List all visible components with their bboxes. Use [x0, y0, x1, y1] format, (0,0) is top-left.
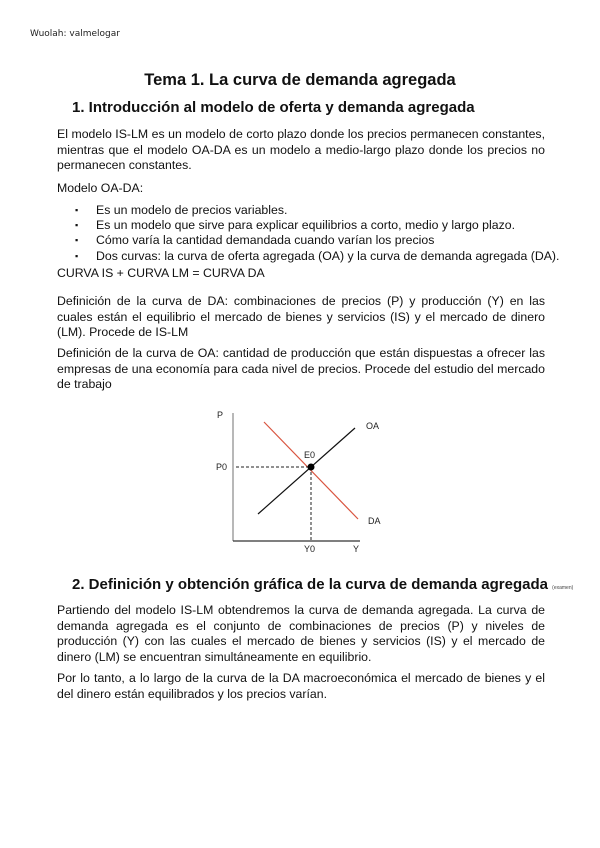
watermark: Wuolah: valmelogar [30, 29, 120, 39]
paragraph: Definición de la curva de DA: combinaciones de precios (P) y producción (Y) en las cuales están el equilibrio el mercado de bienes y servicios (IS) y el mercado de dinero (LM). Procede de IS-LM [57, 294, 545, 339]
x-axis-label: Y [353, 544, 360, 554]
oa-label: OA [366, 421, 380, 431]
list-item: ▪ Dos curvas: la curva de oferta agregada (OA) y la curva de demanda agregada (DA). [75, 249, 559, 264]
paragraph: Partiendo del modelo IS-LM obtendremos la curva de demanda agregada. La curva de demanda agregada es el conjunto de combinaciones de precios (P) y niveles de producción (Y) con las cuales el mercado de bienes y servicios (IS) y el mercado de dinero (LM) se encuentran simultáneamente en equilibrio. [57, 603, 545, 664]
list-item: ▪ Es un modelo que sirve para explicar equilibrios a corto, medio y largo plazo. [75, 218, 559, 233]
da-label: DA [368, 516, 381, 526]
section-2-heading [72, 576, 573, 593]
section-2-title: 2. Definición y obtención gráfica de la curva de demanda agregada [72, 576, 548, 593]
exam-note: (examen) [552, 585, 574, 591]
equilibrium-label: E0 [304, 450, 316, 460]
paragraph: Por lo tanto, a lo largo de la curva de la DA macroeconómica el mercado de bienes y el del dinero están equilibrados y los precios varían. [57, 671, 545, 701]
section-1-heading: 1. Introducción al modelo de oferta y demanda agregada [72, 99, 475, 116]
paragraph: El modelo IS-LM es un modelo de corto plazo donde los precios permanecen constantes, mientras que el modelo OA-DA es un modelo a medio-largo plazo donde los precios no permanecen constantes. [57, 127, 545, 172]
paragraph: Modelo OA-DA: [57, 181, 144, 195]
y0-label: Y0 [304, 544, 316, 554]
y-axis-label: P [217, 410, 224, 420]
equilibrium-point [308, 464, 315, 471]
page-title: Tema 1. La curva de demanda agregada [144, 71, 456, 89]
list-item: ▪ Es un modelo de precios variables. [75, 203, 559, 218]
p0-label: P0 [216, 462, 228, 472]
list-item: ▪ Cómo varía la cantidad demandada cuando varían los precios [75, 233, 559, 248]
paragraph: Definición de la curva de OA: cantidad de producción que están dispuestas a ofrecer las empresas de una economía para cada nivel de precios. Procede del estudio del mercado de trabajo [57, 346, 545, 391]
paragraph: CURVA IS + CURVA LM = CURVA DA [57, 266, 265, 280]
